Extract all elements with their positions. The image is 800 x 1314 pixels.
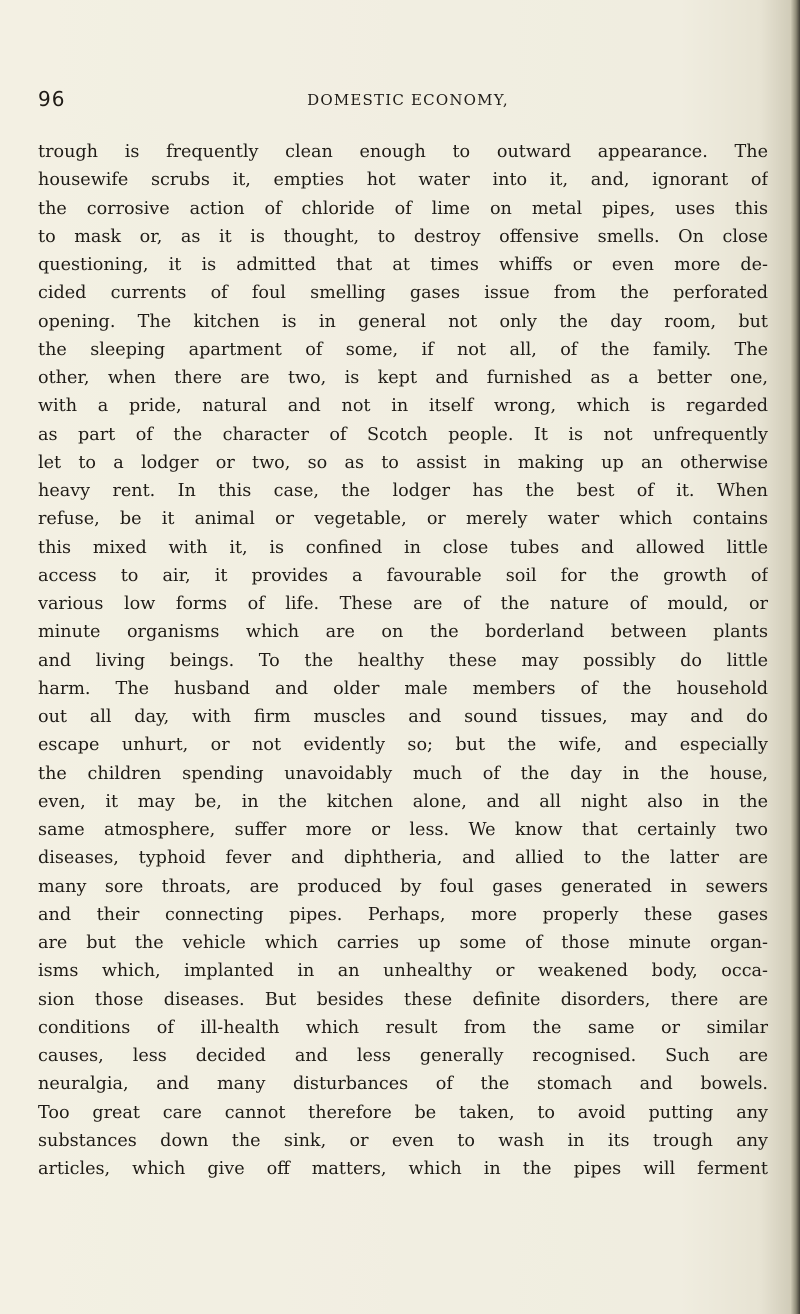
text-line: questioning, it is admitted that at times whiffs or even more de-: [38, 255, 768, 275]
text-line: even, it may be, in the kitchen alone, and all night also in the: [38, 791, 768, 812]
page-edge-shadow: [790, 0, 800, 1314]
text-line: and living beings. To the healthy these may possibly do little: [38, 650, 768, 671]
text-line: the corrosive action of chloride of lime on metal pipes, uses this: [38, 198, 768, 219]
text-line: sion those diseases. But besides these definite disorders, there are: [38, 989, 768, 1010]
text-line: access to air, it provides a favourable soil for the growth of: [38, 565, 768, 586]
text-line: cided currents of foul smelling gases issue from the perforated: [38, 283, 768, 304]
text-line: articles, which give off matters, which in the pipes will ferment: [38, 1159, 768, 1179]
text-line: opening. The kitchen is in general not only the day room, but: [38, 311, 768, 332]
text-line: other, when there are two, is kept and furnished as a better one,: [38, 368, 768, 388]
text-line: escape unhurt, or not evidently so; but the wife, and especially: [38, 735, 768, 756]
text-line: to mask or, as it is thought, to destroy offensive smells. On close: [38, 226, 768, 247]
text-line: with a pride, natural and not in itself wrong, which is regarded: [38, 396, 768, 417]
text-line: minute organisms which are on the borderland between plants: [38, 622, 768, 643]
running-head: DOMESTIC ECONOMY,: [307, 91, 509, 109]
text-line: the children spending unavoidably much of the day in the house,: [38, 763, 768, 784]
text-line: same atmosphere, suffer more or less. We know that certainly two: [38, 820, 768, 840]
page-number: 96: [38, 87, 66, 111]
text-line: neuralgia, and many disturbances of the stomach and bowels.: [38, 1074, 768, 1095]
text-line: trough is frequently clean enough to outward appearance. The: [38, 142, 768, 162]
text-line: heavy rent. In this case, the lodger has the best of it. When: [38, 481, 768, 501]
text-line: this mixed with it, is confined in close tubes and allowed little: [38, 537, 768, 558]
text-line: substances down the sink, or even to wash in its trough any: [38, 1130, 768, 1151]
text-line: diseases, typhoid fever and diphtheria, and allied to the latter are: [38, 848, 768, 869]
text-line: conditions of ill-health which result from the same or similar: [38, 1017, 768, 1038]
text-line: and their connecting pipes. Perhaps, more properly these gases: [38, 904, 768, 925]
text-line: isms which, implanted in an unhealthy or weakened body, occa-: [38, 961, 768, 982]
text-line: housewife scrubs it, empties hot water into it, and, ignorant of: [38, 170, 768, 191]
text-line: Too great care cannot therefore be taken, to avoid putting any: [38, 1102, 768, 1123]
text-line: are but the vehicle which carries up some of those minute organ-: [38, 933, 768, 953]
page-header: [38, 87, 778, 117]
text-line: causes, less decided and less generally recognised. Such are: [38, 1046, 768, 1066]
text-line: as part of the character of Scotch people. It is not unfrequently: [38, 424, 768, 445]
text-line: the sleeping apartment of some, if not all, of the family. The: [38, 339, 768, 360]
text-line: various low forms of life. These are of the nature of mould, or: [38, 594, 768, 614]
body-text: [38, 138, 768, 1183]
text-line: refuse, be it animal or vegetable, or merely water which contains: [38, 509, 768, 530]
text-line: out all day, with firm muscles and sound tissues, may and do: [38, 707, 768, 727]
text-line: let to a lodger or two, so as to assist in making up an otherwise: [38, 452, 768, 473]
text-line: many sore throats, are produced by foul gases generated in sewers: [38, 876, 768, 897]
text-line: harm. The husband and older male members of the household: [38, 678, 768, 699]
